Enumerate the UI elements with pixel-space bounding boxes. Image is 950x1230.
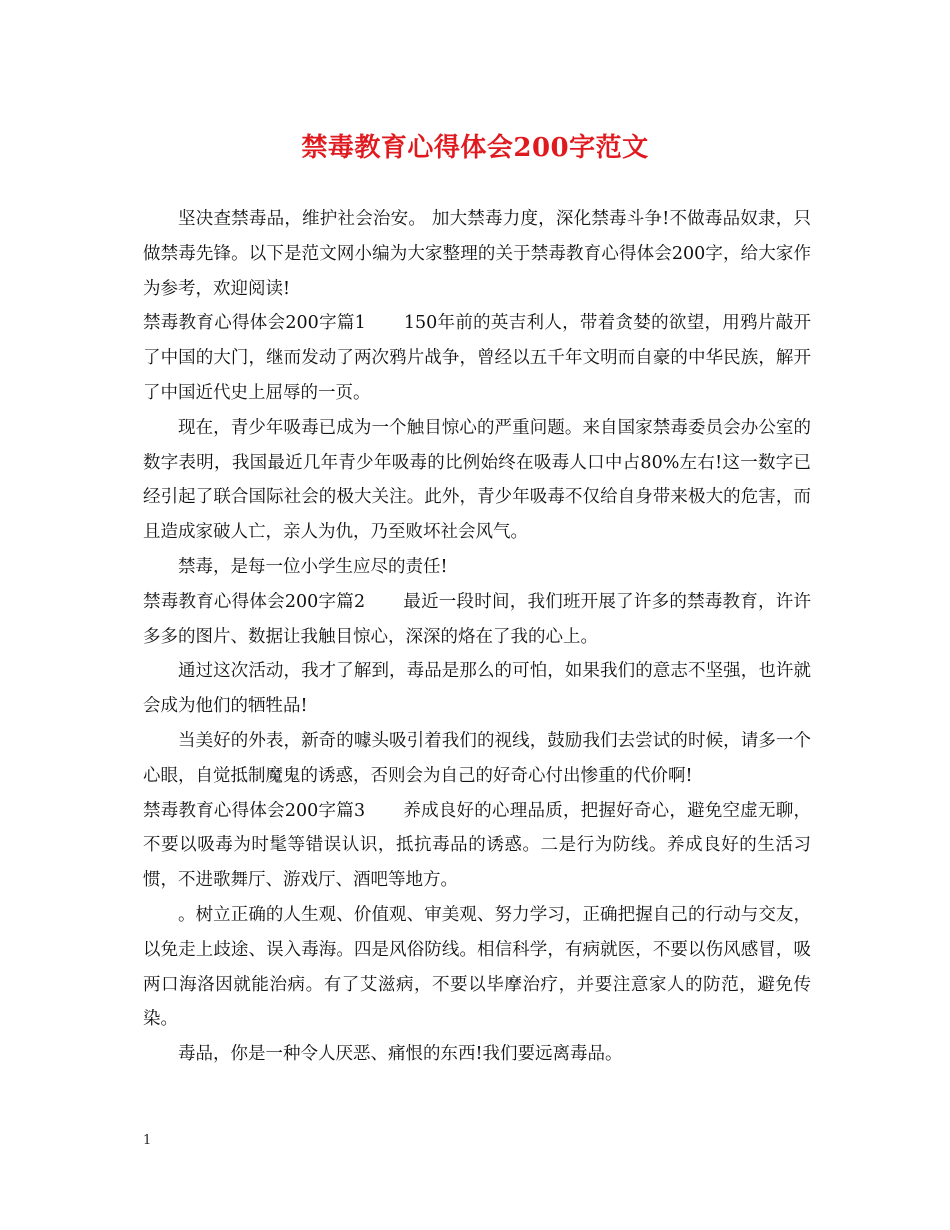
document-title: 禁毒教育心得体会200字范文 — [301, 133, 649, 163]
page-number: 1 — [143, 1133, 152, 1148]
document-body — [143, 202, 811, 1072]
section-3-paragraph-2: 毒品，你是一种令人厌恶、痛恨的东西!我们要远离毒品。 — [178, 1044, 623, 1065]
section-2-paragraph — [143, 585, 811, 655]
section-1-paragraph-1: 现在，青少年吸毒已成为一个触目惊心的严重问题。来自国家禁毒委员会办公室的数字表明，我国最近几年青少年吸毒的比例始终在吸毒人口中占80%左右!这一数字已经引起了联合国际社会的极大关注。此外，青少年吸毒不仅给自身带来极大的危害，而且造成家破人亡，亲人为仇，乃至败坏社会风气。 — [143, 417, 811, 543]
section-3-paragraph-1: 。树立正确的人生观、价值观、审美观、努力学习，正确把握自己的行动与交友，以免走上歧途、误入毒海。四是风俗防线。相信科学，有病就医，不要以伤风感冒，吸两口海洛因就能治病。有了艾滋病，不要以毕摩治疗，并要注意家人的防范，避免传染。 — [143, 904, 811, 1030]
section-3-heading: 禁毒教育心得体会200字篇3 — [143, 800, 366, 821]
section-3-paragraph — [143, 794, 811, 898]
section-1-lead: 150年前的英吉利人，带着贪婪的欲望，用鸦片敲开了中国的大门，继而发动了两次鸦片战争，曾经以五千年文明而自豪的中华民族，解开了中国近代史上屈辱的一页。 — [143, 313, 811, 403]
section-2-paragraph-2: 当美好的外表，新奇的噱头吸引着我们的视线，鼓励我们去尝试的时候，请多一个心眼，自觉抵制魔鬼的诱惑，否则会为自己的好奇心付出惨重的代价啊! — [143, 730, 811, 786]
section-1-paragraph — [143, 306, 811, 410]
intro-paragraph: 坚决查禁毒品，维护社会治安。 加大禁毒力度，深化禁毒斗争!不做毒品奴隶，只做禁毒先锋。以下是范文网小编为大家整理的关于禁毒教育心得体会200字，给大家作为参考，欢迎阅读! — [143, 209, 811, 299]
section-2-heading: 禁毒教育心得体会200字篇2 — [143, 591, 366, 612]
section-1-paragraph-2: 禁毒，是每一位小学生应尽的责任! — [178, 556, 448, 577]
section-1-heading: 禁毒教育心得体会200字篇1 — [143, 313, 366, 334]
section-2-paragraph-1: 通过这次活动，我才了解到，毒品是那么的可怕，如果我们的意志不坚强，也许就会成为他们的牺牲品! — [143, 661, 811, 717]
section-3-lead: 养成良好的心理品质，把握好奇心，避免空虚无聊，不要以吸毒为时髦等错误认识，抵抗毒品的诱惑。二是行为防线。养成良好的生活习惯，不进歌舞厅、游戏厅、酒吧等地方。 — [143, 800, 811, 891]
section-2-lead: 最近一段时间，我们班开展了许多的禁毒教育，许许多多的图片、数据让我触目惊心，深深的烙在了我的心上。 — [143, 591, 811, 647]
